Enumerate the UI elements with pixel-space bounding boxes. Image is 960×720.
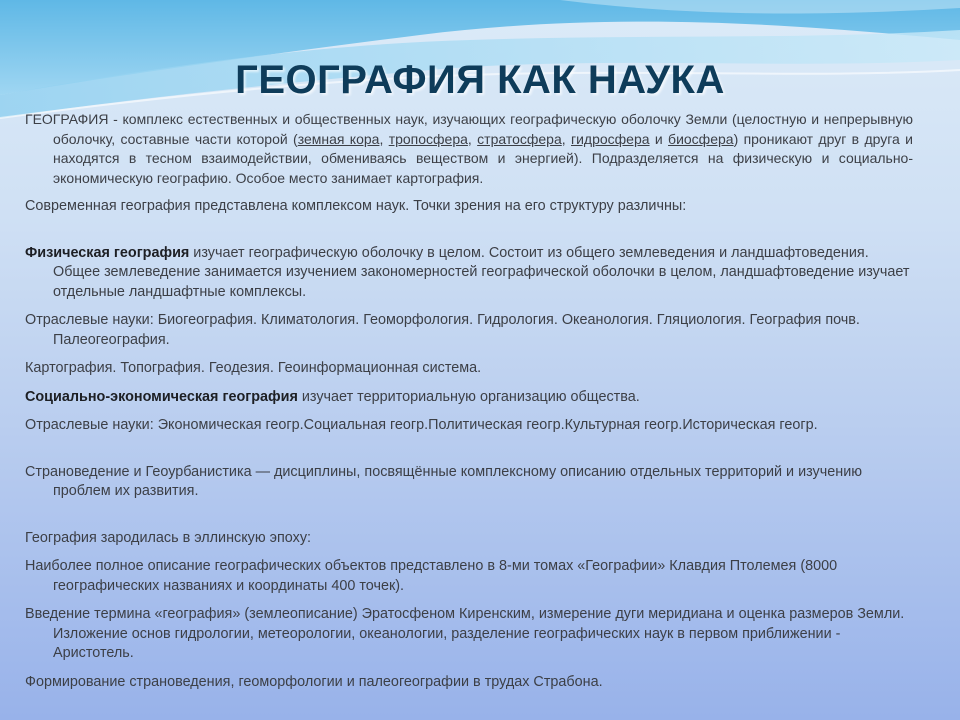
social-branches-paragraph: Отраслевые науки: Экономическая геогр.Социальная геогр.Политическая геогр.Культурная геогр.Историческая геогр. (25, 417, 818, 433)
page-title: ГЕОГРАФИЯ КАК НАУКА (235, 58, 725, 102)
content-body (25, 110, 913, 701)
intro-sep: , (467, 130, 478, 147)
country-studies-paragraph: Страноведение и Геоурбанистика — дисциплины, посвящённые комплексному описанию отдельных территорий и изучению проблем их развития. (25, 463, 863, 499)
physical-geography-text: изучает географическую оболочку в целом. Состоит из общего землеведения и ландшафтоведения. Общее землеведение занимается изучением закономерностей географической оболочки в целом, ландшафтоведение изучает отдельные ландшафтные комплексы. (53, 244, 910, 300)
physical-geography-term: Физическая география (25, 244, 190, 261)
intro-paragraph (25, 110, 913, 188)
strabo-paragraph: Формирование страноведения, геоморфологии и палеогеографии в трудах Страбона. (25, 673, 603, 690)
physical-geography-paragraph (25, 244, 913, 303)
link-troposphere[interactable]: тропосфера (388, 130, 468, 147)
cartography-paragraph: Картография. Топография. Геодезия. Геоинформационная система. (25, 360, 482, 376)
social-geography-text: изучает территориальную организацию общества. (297, 388, 640, 405)
intro-sep: , (561, 130, 571, 147)
link-stratosphere[interactable]: стратосфера (477, 130, 562, 147)
link-earth-crust[interactable]: земная кора (297, 130, 380, 147)
intro-sep: и (649, 130, 669, 147)
link-hydrosphere[interactable]: гидросфера (571, 130, 650, 147)
link-biosphere[interactable]: биосфера (668, 130, 734, 147)
social-geography-term: Социально-экономическая география (25, 388, 298, 405)
ptolemy-paragraph: Наиболее полное описание географических объектов представлено в 8-ми томах «Географии» Клавдия Птолемея (8000 географических названиях и координаты 400 точек). (25, 558, 838, 594)
eratosthenes-paragraph: Введение термина «география» (землеописание) Эратосфеном Киренским, измерение дуги меридиана и оценка размеров Земли. Изложение основ гидрологии, метеорологии, океанологии, разделение географических наук в первом приближении - Аристотель. (25, 606, 905, 661)
spacer (25, 445, 913, 463)
social-geography-paragraph (25, 388, 913, 408)
intro-sep: , (379, 130, 389, 147)
intro-text-start: ГЕОГРАФИЯ - комплекс естественных и общественных наук, изучающих географическую оболочку Земли (целостную и непрерывную оболочку, составные части которой ( (25, 111, 913, 147)
spacer (25, 226, 913, 244)
intro-text-end: ) проникают друг в друга и находятся в тесном взаимодействии, обмениваясь веществом и энергией). Подразделяется на физическую и социально-экономическую географию. Особое место занимает картография. (53, 130, 913, 186)
modern-geography-paragraph: Современная география представлена комплексом наук. Точки зрения на его структуру различны: (25, 198, 687, 214)
spacer (25, 511, 913, 529)
origin-paragraph: География зародилась в эллинскую эпоху: (25, 529, 312, 546)
physical-branches-paragraph: Отраслевые науки: Биогеография. Климатология. Геоморфология. Гидрология. Океанология. Гляциология. География почв. Палеогеография. (25, 312, 860, 348)
